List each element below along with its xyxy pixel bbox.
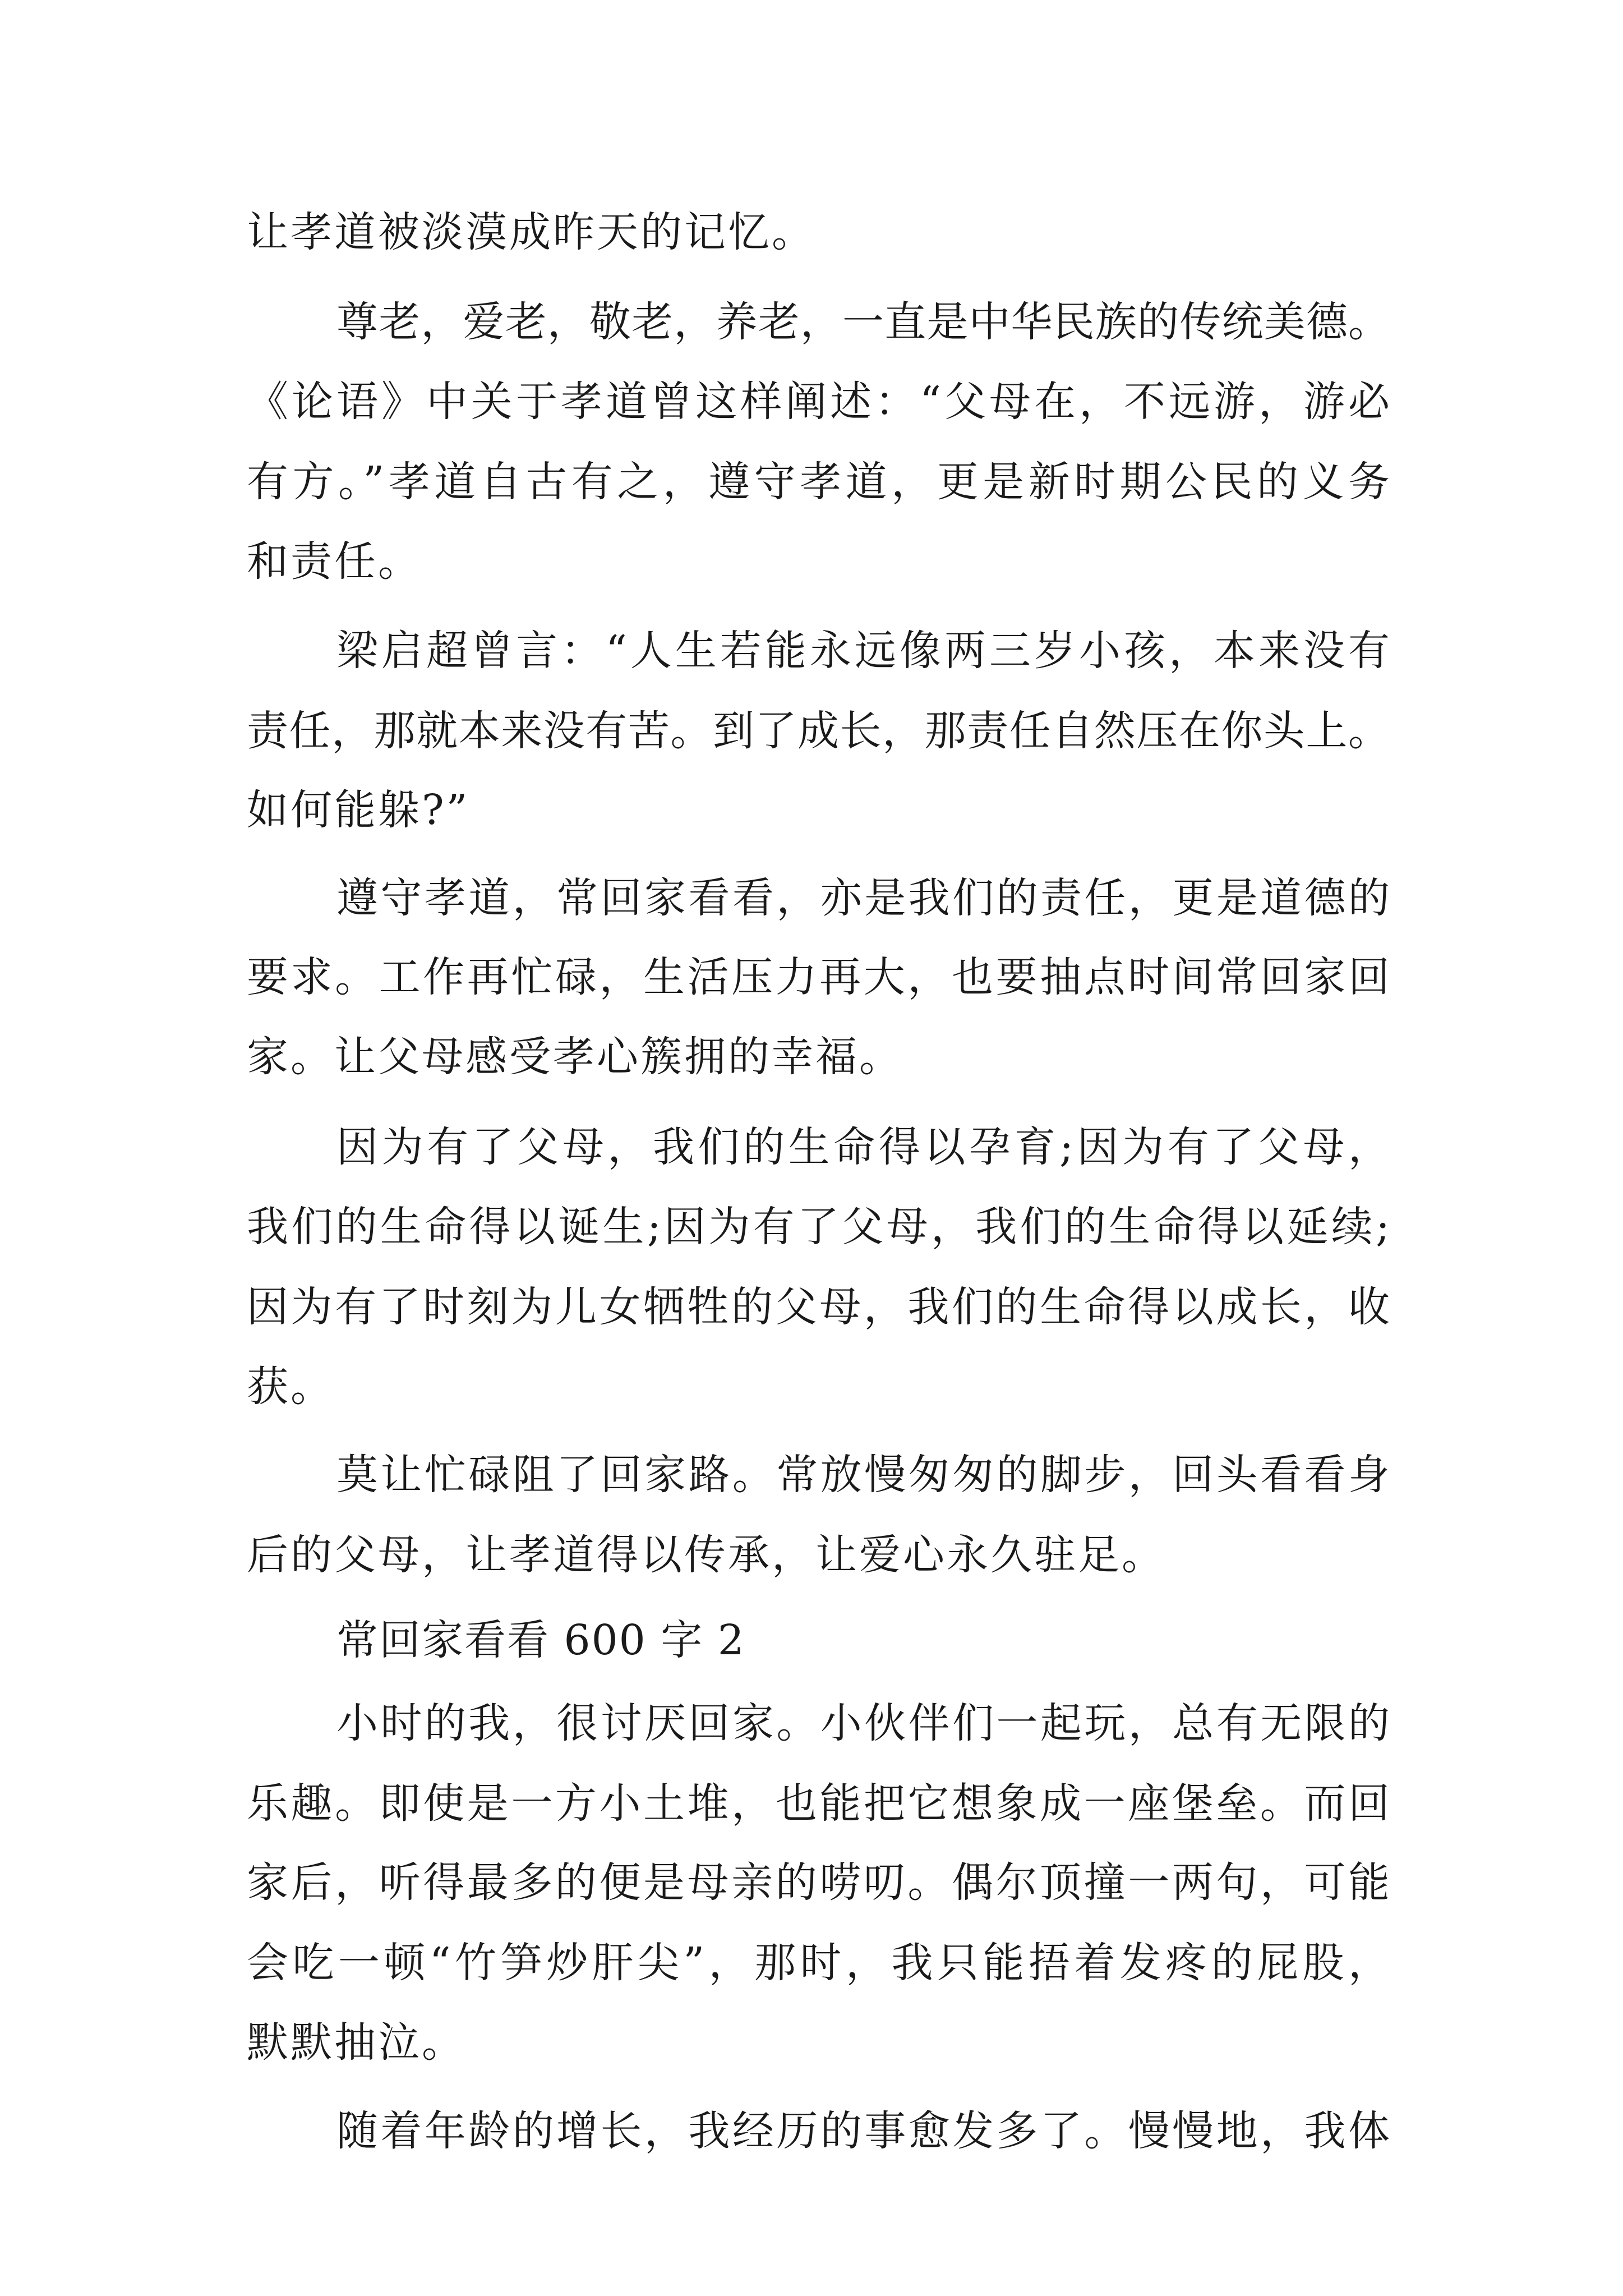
text-line: 和责任。 <box>247 537 422 586</box>
text-line: 莫让忙碌阻了回家路。常放慢匆匆的脚步，回头看看身 <box>336 1451 1390 1499</box>
text-line: 《论语》中关于孝道曾这样阐述：“父母在，不远游，游必 <box>247 378 1390 426</box>
text-line: 随着年龄的增长，我经历的事愈发多了。慢慢地，我体 <box>336 2107 1390 2155</box>
text-line: 要求。工作再忙碌，生活压力再大，也要抽点时间常回家回 <box>247 953 1390 1001</box>
text-line: 让孝道被淡漠成昨天的记忆。 <box>247 208 815 256</box>
text-line: 责任，那就本来没有苦。到了成长，那责任自然压在你头上。 <box>247 707 1390 755</box>
text-line: 后的父母，让孝道得以传承，让爱心永久驻足。 <box>247 1531 1165 1579</box>
text-line: 家。让父母感受孝心簇拥的幸福。 <box>247 1033 903 1081</box>
text-line: 尊老，爱老，敬老，养老，一直是中华民族的传统美德。 <box>336 298 1390 346</box>
text-line: 有方。”孝道自古有之，遵守孝道，更是新时期公民的义务 <box>247 458 1390 506</box>
text-line: 家后，听得最多的便是母亲的唠叨。偶尔顶撞一两句，可能 <box>247 1858 1390 1907</box>
text-line: 小时的我，很讨厌回家。小伙伴们一起玩，总有无限的 <box>336 1699 1390 1747</box>
text-line: 因为有了时刻为儿女牺牲的父母，我们的生命得以成长，收 <box>247 1283 1390 1331</box>
text-line: 默默抽泣。 <box>247 2018 465 2067</box>
text-line: 乐趣。即使是一方小土堆，也能把它想象成一座堡垒。而回 <box>247 1779 1390 1828</box>
text-line: 获。 <box>247 1363 334 1411</box>
text-line: 我们的生命得以诞生;因为有了父母，我们的生命得以延续; <box>247 1203 1390 1251</box>
text-line: 梁启超曾言：“人生若能永远像两三岁小孩，本来没有 <box>336 627 1390 675</box>
text-line: 如何能躲?” <box>247 786 470 834</box>
text-line: 会吃一顿“竹笋炒肝尖”，那时，我只能捂着发疼的屁股， <box>247 1939 1390 1987</box>
section-heading: 常回家看看 600 字 2 <box>336 1616 745 1664</box>
text-line: 因为有了父母，我们的生命得以孕育;因为有了父母， <box>336 1123 1390 1171</box>
text-line: 遵守孝道，常回家看看，亦是我们的责任，更是道德的 <box>336 874 1390 922</box>
